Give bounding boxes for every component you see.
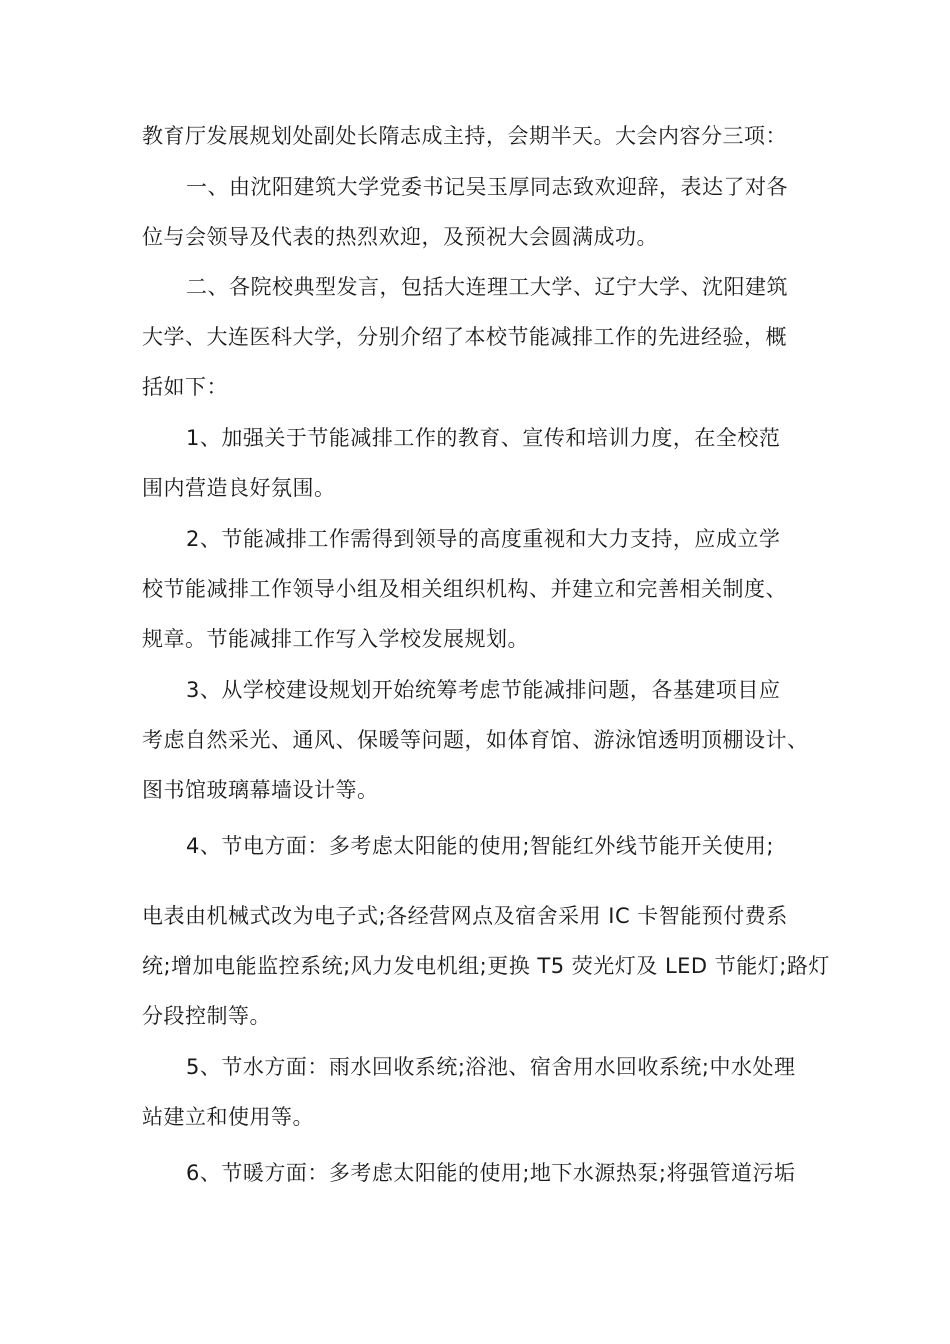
text-line: 校节能减排工作领导小组及相关组织机构、并建立和完善相关制度、	[142, 577, 787, 601]
text-line: 2、节能减排工作需得到领导的高度重视和大力支持，应成立学	[186, 527, 781, 551]
text-line: 二、各院校典型发言，包括大连理工大学、辽宁大学、沈阳建筑	[186, 275, 788, 299]
text-line: 站建立和使用等。	[142, 1105, 314, 1129]
text-line: 围内营造良好氛围。	[142, 476, 336, 500]
text-line: 括如下：	[142, 375, 228, 399]
text-line: 分段控制等。	[142, 1004, 271, 1028]
text-line: 3、从学校建设规划开始统筹考虑节能减排问题，各基建项目应	[186, 678, 781, 702]
text-line: 教育厅发展规划处副处长隋志成主持，会期半天。大会内容分三项：	[142, 124, 787, 148]
text-line: 1、加强关于节能减排工作的教育、宣传和培训力度，在全校范	[186, 426, 781, 450]
text-line: 大学、大连医科大学，分别介绍了本校节能减排工作的先进经验，概	[142, 325, 787, 349]
text-line: 4、节电方面：多考虑太阳能的使用;智能红外线节能开关使用;	[186, 834, 775, 858]
text-line: 5、节水方面：雨水回收系统;浴池、宿舍用水回收系统;中水处理	[186, 1055, 796, 1079]
text-line: 电表由机械式改为电子式;各经营网点及宿舍采用 IC 卡智能预付费系	[142, 904, 788, 928]
text-line: 统;增加电能监控系统;风力发电机组;更换 T5 荧光灯及 LED 节能灯;路灯	[142, 954, 830, 978]
text-line: 考虑自然采光、通风、保暖等问题，如体育馆、游泳馆透明顶棚设计、	[142, 728, 809, 752]
text-line: 图书馆玻璃幕墙设计等。	[142, 778, 379, 802]
text-line: 一、由沈阳建筑大学党委书记吴玉厚同志致欢迎辞，表达了对各	[186, 175, 788, 199]
text-line: 6、节暖方面：多考虑太阳能的使用;地下水源热泵;将强管道污垢	[186, 1161, 796, 1185]
text-line: 规章。节能减排工作写入学校发展规划。	[142, 627, 529, 651]
text-line: 位与会领导及代表的热烈欢迎，及预祝大会圆满成功。	[142, 225, 658, 249]
